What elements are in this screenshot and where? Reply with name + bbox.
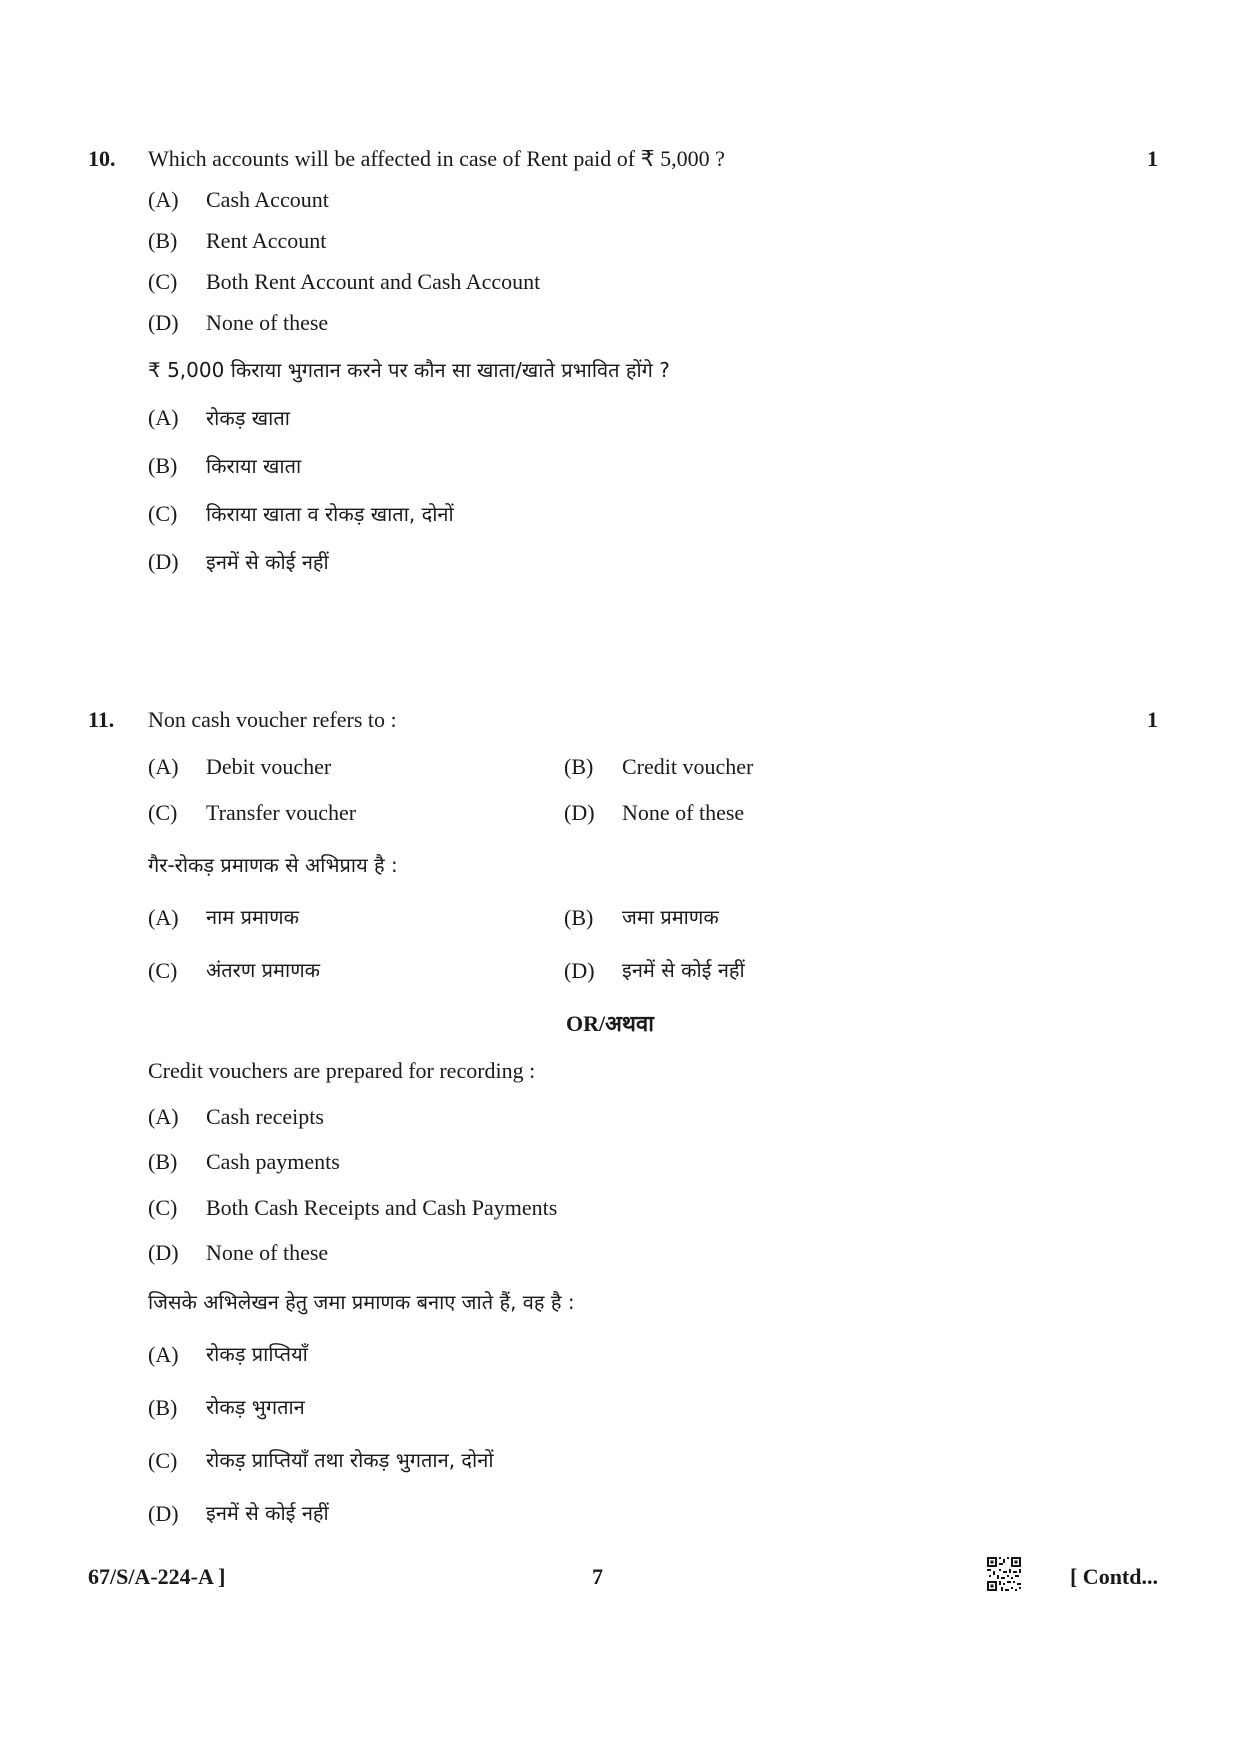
q10-option-a-label-en: (A) — [148, 187, 179, 212]
q11-option-b-label-hi: (B) — [564, 905, 594, 930]
q11-option-d-text-hi: इनमें से कोई नहीं — [622, 958, 745, 982]
question-11-marks: 1 — [1147, 707, 1158, 732]
q11-option-a-text-en: Debit voucher — [206, 754, 332, 779]
q10-option-d-label-en: (D) — [148, 310, 179, 335]
q11-alt-option-b-label-en: (B) — [148, 1149, 178, 1174]
q11-option-b-text-hi: जमा प्रमाणक — [622, 905, 719, 929]
qr-code-icon — [986, 1556, 1022, 1592]
q11-alt-option-d-text-en: None of these — [206, 1240, 329, 1265]
q11-alt-option-c-label-en: (C) — [148, 1195, 178, 1220]
q11-alt-option-d-label-en: (D) — [148, 1240, 179, 1265]
q11-alt-option-d-label-hi: (D) — [148, 1501, 179, 1526]
q11-option-a-text-hi: नाम प्रमाणक — [206, 905, 299, 929]
question-11-alt-text-hi: जिसके अभिलेखन हेतु जमा प्रमाणक बनाए जाते हैं, वह है : — [148, 1290, 575, 1314]
q10-option-c-text-en: Both Rent Account and Cash Account — [206, 269, 541, 294]
q10-option-a-label-hi: (A) — [148, 405, 179, 430]
q11-alt-option-b-text-en: Cash payments — [206, 1149, 340, 1174]
q11-option-c-label-hi: (C) — [148, 958, 178, 983]
q11-alt-option-a-text-hi: रोकड़ प्राप्तियाँ — [206, 1342, 308, 1366]
question-11-text-en: Non cash voucher refers to : — [148, 707, 397, 732]
q11-option-a-label-en: (A) — [148, 754, 179, 779]
q11-option-c-text-hi: अंतरण प्रमाणक — [206, 958, 321, 982]
question-11-text-hi: गैर-रोकड़ प्रमाणक से अभिप्राय है : — [148, 853, 398, 877]
q11-option-b-label-en: (B) — [564, 754, 594, 779]
q11-option-d-label-en: (D) — [564, 800, 595, 825]
continued-label: [ Contd... — [1069, 1564, 1158, 1589]
q10-option-a-text-en: Cash Account — [206, 187, 329, 212]
question-10-text-hi: ₹ 5,000 किराया भुगतान करने पर कौन सा खाता/खाते प्रभावित होंगे ? — [148, 358, 670, 382]
q11-option-d-text-en: None of these — [622, 800, 745, 825]
question-10-number: 10. — [88, 146, 116, 171]
q11-alt-option-c-label-hi: (C) — [148, 1448, 178, 1473]
q11-option-c-text-en: Transfer voucher — [206, 800, 357, 825]
q10-option-a-text-hi: रोकड़ खाता — [206, 406, 290, 430]
q11-alt-option-a-label-hi: (A) — [148, 1342, 179, 1367]
q10-option-c-label-en: (C) — [148, 269, 178, 294]
question-11-alt-text-en: Credit vouchers are prepared for recording : — [148, 1058, 536, 1083]
question-10-marks: 1 — [1147, 146, 1158, 171]
q11-alt-option-c-text-en: Both Cash Receipts and Cash Payments — [206, 1195, 558, 1220]
q11-alt-option-b-label-hi: (B) — [148, 1395, 178, 1420]
q11-option-a-label-hi: (A) — [148, 905, 179, 930]
q11-alt-option-c-text-hi: रोकड़ प्राप्तियाँ तथा रोकड़ भुगतान, दोनों — [206, 1448, 494, 1472]
q10-option-b-text-hi: किराया खाता — [206, 454, 302, 478]
question-10-text-en: Which accounts will be affected in case of Rent paid of ₹ 5,000 ? — [148, 146, 725, 171]
paper-code: 67/S/A-224-A ] — [88, 1564, 226, 1589]
or-separator: OR/अथवा — [566, 1011, 654, 1036]
q11-alt-option-a-text-en: Cash receipts — [206, 1104, 324, 1129]
question-11-number: 11. — [88, 707, 115, 732]
q10-option-d-text-en: None of these — [206, 310, 329, 335]
q10-option-b-text-en: Rent Account — [206, 228, 327, 253]
q10-option-b-label-en: (B) — [148, 228, 178, 253]
q11-option-b-text-en: Credit voucher — [622, 754, 754, 779]
q11-option-c-label-en: (C) — [148, 800, 178, 825]
q10-option-b-label-hi: (B) — [148, 453, 178, 478]
q11-alt-option-b-text-hi: रोकड़ भुगतान — [206, 1395, 305, 1419]
q10-option-d-label-hi: (D) — [148, 549, 179, 574]
page-number: 7 — [592, 1564, 603, 1589]
q11-option-d-label-hi: (D) — [564, 958, 595, 983]
q11-alt-option-d-text-hi: इनमें से कोई नहीं — [206, 1501, 329, 1525]
q10-option-d-text-hi: इनमें से कोई नहीं — [206, 550, 329, 574]
q11-alt-option-a-label-en: (A) — [148, 1104, 179, 1129]
q10-option-c-label-hi: (C) — [148, 501, 178, 526]
q10-option-c-text-hi: किराया खाता व रोकड़ खाता, दोनों — [206, 502, 454, 526]
